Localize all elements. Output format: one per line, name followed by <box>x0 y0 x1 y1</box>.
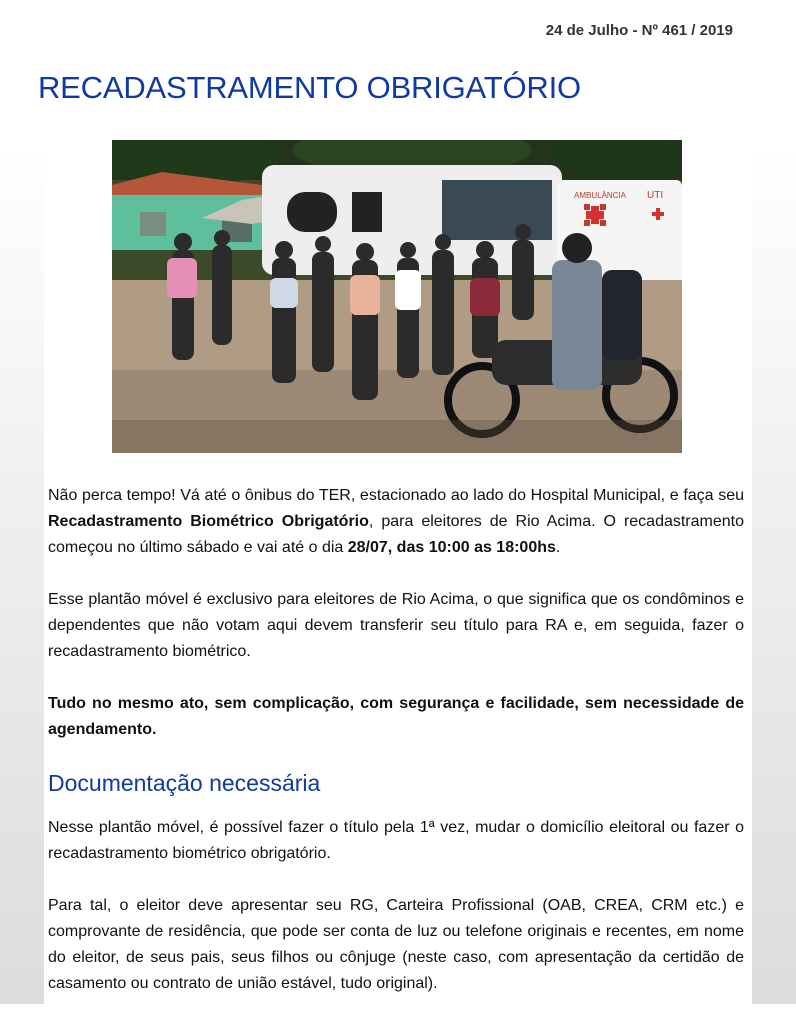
paragraph-documents: Para tal, o eleitor deve apresentar seu RG, Carteira Profissional (OAB, CREA, CRM etc.) e comprovante de residência, que pode ser conta de luz ou telefone originais e recentes, em nome do eleitor, de seus pais, seus filhos ou cônjuge (neste caso, com apresentação da certidão de casamento ou contrato de união estável, tudo original). <box>48 897 744 992</box>
article-photo <box>112 140 682 453</box>
intro-text-2: , para eleitores de Rio Acima. O recadastramento começou no último sábado e vai até o dia <box>48 513 745 556</box>
intro-text-1: Não perca tempo! Vá até o ônibus do TER, estacionado ao lado do Hospital Municipal, e faça seu <box>48 487 744 504</box>
ambulance-label: AMBULÂNCIA <box>574 191 627 200</box>
section-title: Documentação necessária <box>48 770 321 796</box>
intro-bold-service: Recadastramento Biométrico Obrigatório <box>48 513 369 530</box>
issue-date: 24 de Julho - Nº 461 / 2019 <box>545 22 733 39</box>
paragraph-intro <box>48 483 744 561</box>
paragraph-exclusive: Esse plantão móvel é exclusivo para eleitores de Rio Acima, o que significa que os condôminos e dependentes que não votam aqui devem transferir seu título para RA e, em seguida, fazer o recadastramento biométrico. <box>48 591 744 660</box>
intro-text-3: . <box>555 539 561 556</box>
paragraph-options: Nesse plantão móvel, é possível fazer o título pela 1ª vez, mudar o domicílio eleitoral ou fazer o recadastramento biométrico obrigatório. <box>48 819 744 862</box>
intro-bold-schedule: 28/07, das 10:00 as 18:00hs <box>347 539 556 556</box>
article-text <box>48 483 744 1023</box>
ambulance-sign: UTI <box>647 190 664 201</box>
page-title: RECADASTRAMENTO OBRIGATÓRIO <box>38 70 581 105</box>
article-body <box>44 145 752 1004</box>
highlight-text: Tudo no mesmo ato, sem complicação, com segurança e facilidade, sem necessidade de agendamento. <box>48 695 744 738</box>
paragraph-highlight <box>48 691 744 743</box>
